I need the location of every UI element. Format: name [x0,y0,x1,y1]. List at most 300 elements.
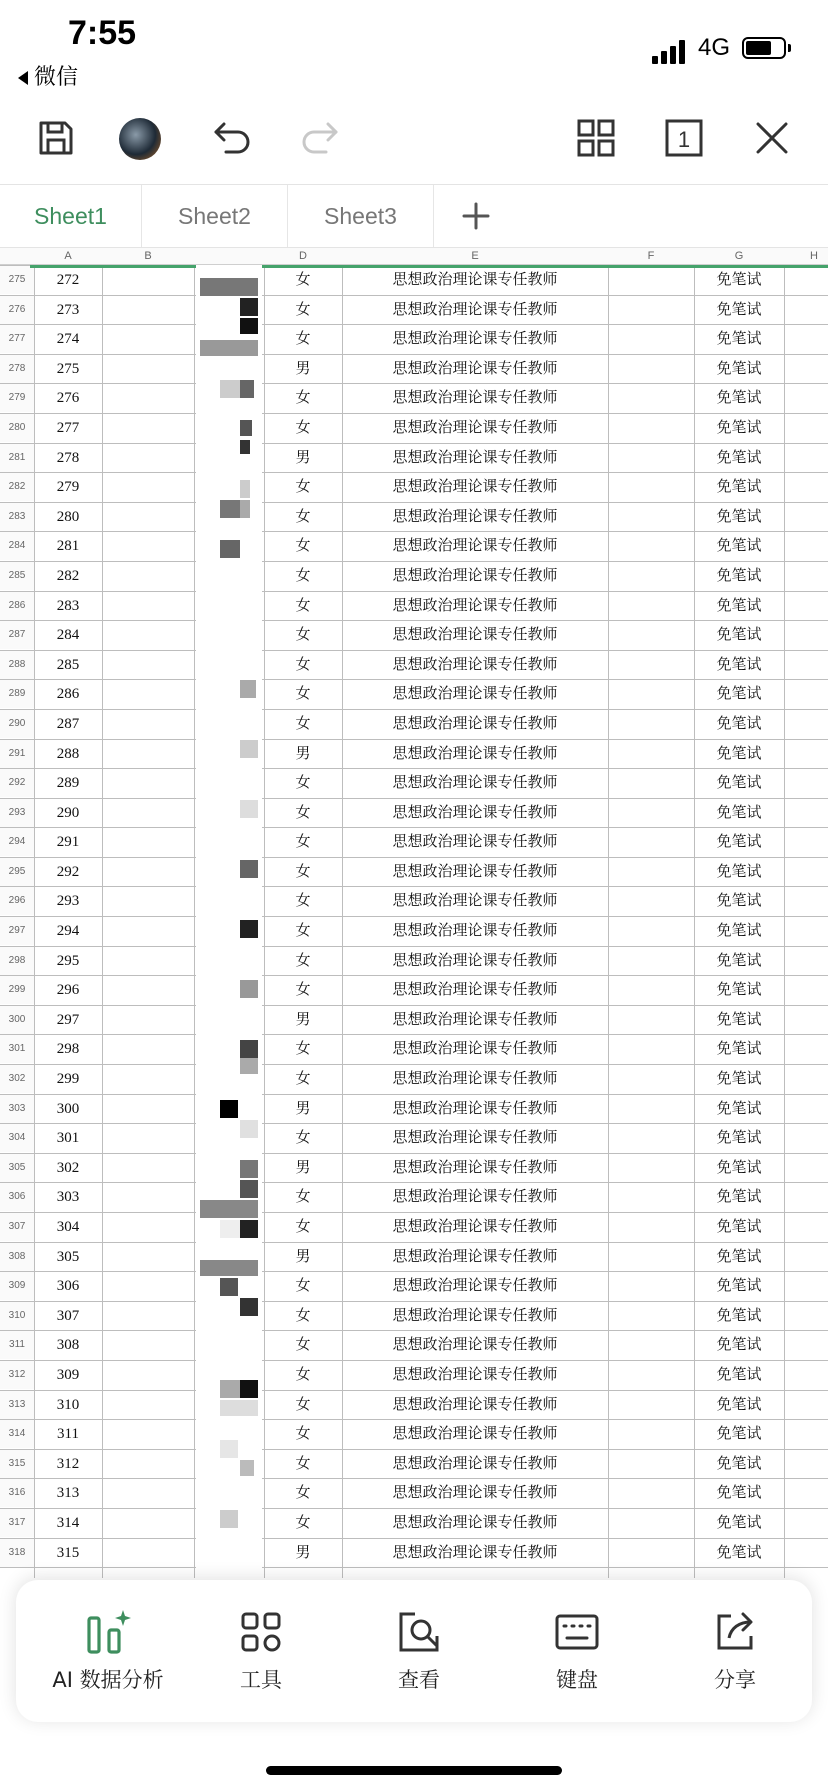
row-number[interactable]: 276 [0,296,34,324]
cell-position[interactable]: 思想政治理论课专任教师 [392,449,558,466]
table-row[interactable] [0,1539,828,1569]
signal-icon [652,38,688,64]
cell-exam-status[interactable]: 免笔试 [716,272,762,288]
cell-id[interactable]: 278 [56,449,80,466]
cell-exam-status[interactable]: 免笔试 [716,1426,762,1443]
cell-exam-status[interactable]: 免笔试 [716,1455,762,1472]
cell-position[interactable]: 思想政治理论课专任教师 [392,1189,558,1206]
row-number[interactable]: 315 [0,1450,34,1478]
cell-exam-status[interactable]: 免笔试 [716,982,762,999]
cell-gender[interactable]: 男 [295,1100,311,1117]
cell-id[interactable]: 284 [56,627,80,644]
table-row[interactable] [0,1272,828,1302]
cell-gender[interactable]: 女 [295,419,311,436]
cell-gender[interactable]: 女 [295,508,311,525]
column-header-b[interactable]: B [144,250,152,262]
cell-exam-status[interactable]: 免笔试 [716,1514,762,1531]
cell-id[interactable]: 291 [56,834,80,851]
table-row[interactable] [0,1183,828,1213]
row-number[interactable]: 304 [0,1124,34,1152]
share-button[interactable] [670,1608,800,1704]
row-number[interactable]: 289 [0,680,34,708]
clock: 7:55 [68,14,137,52]
cell-gender[interactable]: 女 [295,1485,311,1502]
table-row[interactable] [0,917,828,947]
row-number[interactable]: 310 [0,1302,34,1330]
cell-exam-status[interactable]: 免笔试 [716,1130,762,1147]
cell-id[interactable]: 313 [56,1485,80,1502]
cell-id[interactable]: 296 [56,982,80,999]
cell-gender[interactable]: 女 [295,1219,311,1235]
cell-exam-status[interactable]: 免笔试 [716,804,762,821]
cell-gender[interactable]: 女 [295,923,311,940]
cell-id[interactable]: 312 [56,1455,80,1472]
table-row[interactable] [0,296,828,326]
cell-gender[interactable]: 女 [295,952,311,969]
cell-gender[interactable]: 男 [295,1011,311,1028]
cell-position[interactable]: 思想政治理论课专任教师 [392,508,558,525]
cell-id[interactable]: 290 [56,804,80,821]
table-row[interactable] [0,444,828,474]
cell-id[interactable]: 302 [56,1159,80,1176]
cell-gender[interactable]: 男 [295,1544,311,1561]
cell-exam-status[interactable]: 免笔试 [716,656,762,673]
cell-id[interactable]: 272 [56,272,80,288]
table-row[interactable] [0,1095,828,1125]
table-row[interactable] [0,473,828,503]
cell-gender[interactable]: 女 [295,1426,311,1443]
cell-position[interactable]: 思想政治理论课专任教师 [392,1514,558,1531]
table-row[interactable] [0,325,828,355]
table-row[interactable] [0,828,828,858]
table-row[interactable] [0,769,828,799]
cell-exam-status[interactable]: 免笔试 [716,1248,762,1265]
cell-exam-status[interactable]: 免笔试 [716,834,762,851]
cell-gender[interactable]: 男 [295,1159,311,1176]
row-number[interactable]: 300 [0,1006,34,1034]
cell-gender[interactable]: 女 [295,479,311,496]
cell-exam-status[interactable]: 免笔试 [716,479,762,496]
row-number[interactable]: 313 [0,1391,34,1419]
cell-gender[interactable]: 女 [295,834,311,851]
table-row[interactable] [0,1450,828,1480]
spreadsheet-grid[interactable] [0,248,828,1578]
cell-id[interactable]: 294 [56,923,80,940]
cell-id[interactable]: 285 [56,656,80,673]
cell-position[interactable]: 思想政治理论课专任教师 [392,1337,558,1354]
cell-position[interactable]: 思想政治理论课专任教师 [392,893,558,910]
row-number[interactable]: 301 [0,1035,34,1063]
cell-exam-status[interactable]: 免笔试 [716,863,762,880]
cell-exam-status[interactable]: 免笔试 [716,597,762,614]
cell-id[interactable]: 309 [56,1366,80,1383]
cell-id[interactable]: 305 [56,1248,80,1265]
cell-id[interactable]: 307 [56,1307,80,1324]
cell-exam-status[interactable]: 免笔试 [716,775,762,792]
cell-id[interactable]: 277 [56,419,80,436]
cell-exam-status[interactable]: 免笔试 [716,1544,762,1561]
cell-id[interactable]: 292 [56,863,80,880]
cell-exam-status[interactable]: 免笔试 [716,1278,762,1295]
redo-icon [298,118,342,158]
cell-gender[interactable]: 女 [295,1337,311,1354]
table-row[interactable] [0,1479,828,1509]
cell-position[interactable]: 思想政治理论课专任教师 [392,1278,558,1295]
column-header-d[interactable]: D [299,250,307,262]
cell-exam-status[interactable]: 免笔试 [716,686,762,703]
cell-id[interactable]: 315 [56,1544,80,1561]
row-number[interactable]: 294 [0,828,34,856]
cell-id[interactable]: 300 [56,1100,80,1117]
save-button[interactable] [28,110,84,166]
cell-position[interactable]: 思想政治理论课专任教师 [392,834,558,851]
cell-gender[interactable]: 女 [295,1278,311,1295]
row-number[interactable]: 279 [0,384,34,412]
back-to-wechat-link[interactable] [18,60,78,91]
column-header-g[interactable]: G [734,250,744,262]
row-number[interactable]: 282 [0,473,34,501]
cell-id[interactable]: 286 [56,686,80,703]
cell-position[interactable]: 思想政治理论课专任教师 [392,1455,558,1472]
view-button[interactable] [354,1608,484,1704]
table-row[interactable] [0,1331,828,1361]
row-number[interactable]: 290 [0,710,34,738]
row-number[interactable]: 299 [0,976,34,1004]
cell-position[interactable]: 思想政治理论课专任教师 [392,419,558,436]
table-row[interactable] [0,1035,828,1065]
cell-position[interactable]: 思想政治理论课专任教师 [392,390,558,407]
cell-gender[interactable]: 女 [295,597,311,614]
cell-gender[interactable]: 女 [295,1455,311,1472]
cell-position[interactable]: 思想政治理论课专任教师 [392,982,558,999]
cell-position[interactable]: 思想政治理论课专任教师 [392,567,558,584]
row-number[interactable]: 317 [0,1509,34,1537]
cell-exam-status[interactable]: 免笔试 [716,1219,762,1235]
row-number[interactable]: 305 [0,1154,34,1182]
cell-position[interactable]: 思想政治理论课专任教师 [392,775,558,792]
cell-id[interactable]: 297 [56,1011,80,1028]
cell-exam-status[interactable]: 免笔试 [716,360,762,377]
cell-gender[interactable]: 女 [295,686,311,703]
cell-position[interactable]: 思想政治理论课专任教师 [392,1307,558,1324]
cell-id[interactable]: 293 [56,893,80,910]
row-number[interactable]: 288 [0,651,34,679]
table-row[interactable] [0,1391,828,1421]
cell-exam-status[interactable]: 免笔试 [716,715,762,732]
cell-id[interactable]: 311 [57,1426,79,1443]
tools-button[interactable] [196,1608,326,1704]
table-row[interactable] [0,740,828,770]
row-number[interactable]: 308 [0,1243,34,1271]
cell-gender[interactable]: 女 [295,538,311,555]
column-header-a[interactable]: A [64,250,72,262]
cell-gender[interactable]: 男 [295,449,311,466]
column-header-f[interactable]: F [647,250,655,262]
row-number[interactable]: 275 [0,266,34,294]
undo-icon [210,118,254,158]
row-number[interactable]: 312 [0,1361,34,1389]
cell-exam-status[interactable]: 免笔试 [716,1100,762,1117]
row-number[interactable]: 302 [0,1065,34,1093]
cell-gender[interactable]: 女 [295,1071,311,1088]
cell-id[interactable]: 308 [56,1337,80,1354]
column-header-bar [0,248,828,265]
cell-position[interactable]: 思想政治理论课专任教师 [392,863,558,880]
grid-view-button[interactable] [568,110,624,166]
cell-position[interactable]: 思想政治理论课专任教师 [392,656,558,673]
cell-id[interactable]: 304 [56,1219,80,1235]
cell-exam-status[interactable]: 免笔试 [716,1396,762,1413]
add-sheet-button[interactable] [434,185,518,247]
cell-id[interactable]: 281 [56,538,80,555]
table-row[interactable] [0,651,828,681]
cell-position[interactable]: 思想政治理论课专任教师 [392,715,558,732]
row-number[interactable]: 303 [0,1095,34,1123]
cell-gender[interactable]: 女 [295,301,311,318]
table-row[interactable] [0,680,828,710]
cell-gender[interactable]: 男 [295,360,311,377]
cell-position[interactable]: 思想政治理论课专任教师 [392,923,558,940]
cell-gender[interactable]: 女 [295,1307,311,1324]
cell-id[interactable]: 276 [56,390,80,407]
keyboard-button[interactable] [512,1608,642,1704]
row-number[interactable]: 280 [0,414,34,442]
row-number[interactable]: 298 [0,947,34,975]
cell-id[interactable]: 280 [56,508,80,525]
cell-position[interactable]: 思想政治理论课专任教师 [392,804,558,821]
cell-exam-status[interactable]: 免笔试 [716,745,762,762]
redo-button[interactable] [292,110,348,166]
table-row[interactable] [0,1065,828,1095]
cell-id[interactable]: 295 [56,952,80,969]
cell-gender[interactable]: 女 [295,390,311,407]
tab-sheet3[interactable]: Sheet3 [288,185,434,247]
table-row[interactable] [0,355,828,385]
cell-position[interactable]: 思想政治理论课专任教师 [392,686,558,703]
table-row[interactable] [0,1243,828,1273]
cell-exam-status[interactable]: 免笔试 [716,1071,762,1088]
row-number[interactable]: 278 [0,355,34,383]
table-row[interactable] [0,1302,828,1332]
cell-position[interactable]: 思想政治理论课专任教师 [392,331,558,348]
cell-position[interactable]: 思想政治理论课专任教师 [392,952,558,969]
cell-gender[interactable]: 女 [295,627,311,644]
redacted-column [196,248,262,1578]
cell-exam-status[interactable]: 免笔试 [716,508,762,525]
row-number[interactable]: 295 [0,858,34,886]
cell-exam-status[interactable]: 免笔试 [716,1485,762,1502]
table-row[interactable] [0,1124,828,1154]
row-number[interactable]: 283 [0,503,34,531]
cell-id[interactable]: 310 [56,1396,80,1413]
cell-position[interactable]: 思想政治理论课专任教师 [392,1041,558,1058]
cell-position[interactable]: 思想政治理论课专任教师 [392,360,558,377]
cell-exam-status[interactable]: 免笔试 [716,893,762,910]
table-row[interactable] [0,947,828,977]
cell-id[interactable]: 283 [56,597,80,614]
cell-position[interactable]: 思想政治理论课专任教师 [392,1485,558,1502]
cell-gender[interactable]: 女 [295,893,311,910]
cell-id[interactable]: 298 [56,1041,80,1058]
cell-position[interactable]: 思想政治理论课专任教师 [392,1396,558,1413]
cell-id[interactable]: 287 [56,715,80,732]
cell-position[interactable]: 思想政治理论课专任教师 [392,479,558,496]
row-number[interactable]: 292 [0,769,34,797]
cell-id[interactable]: 303 [56,1189,80,1206]
cell-gender[interactable]: 女 [295,1189,311,1206]
close-button[interactable] [744,110,800,166]
cell-gender[interactable]: 女 [295,1041,311,1058]
table-row[interactable] [0,1361,828,1391]
cell-position[interactable]: 思想政治理论课专任教师 [392,272,558,288]
cell-gender[interactable]: 男 [295,745,311,762]
ai-analysis-button[interactable] [30,1608,186,1704]
table-row[interactable] [0,384,828,414]
row-number[interactable]: 306 [0,1183,34,1211]
cell-exam-status[interactable]: 免笔试 [716,538,762,555]
cell-position[interactable]: 思想政治理论课专任教师 [392,597,558,614]
avatar[interactable] [119,118,161,160]
cell-exam-status[interactable]: 免笔试 [716,1041,762,1058]
row-number[interactable]: 293 [0,799,34,827]
cell-exam-status[interactable]: 免笔试 [716,390,762,407]
table-row[interactable] [0,976,828,1006]
row-number[interactable]: 285 [0,562,34,590]
cell-position[interactable]: 思想政治理论课专任教师 [392,301,558,318]
table-row[interactable] [0,621,828,651]
row-number[interactable]: 307 [0,1213,34,1241]
cell-id[interactable]: 282 [56,567,80,584]
cell-position[interactable]: 思想政治理论课专任教师 [392,1130,558,1147]
table-row[interactable] [0,799,828,829]
cell-gender[interactable]: 男 [295,1248,311,1265]
table-row[interactable] [0,858,828,888]
cell-gender[interactable]: 女 [295,715,311,732]
table-row[interactable] [0,592,828,622]
cell-id[interactable]: 288 [56,745,80,762]
cell-exam-status[interactable]: 免笔试 [716,419,762,436]
cell-id[interactable]: 279 [56,479,80,496]
grid-line [102,248,103,1578]
cell-position[interactable]: 思想政治理论课专任教师 [392,1544,558,1561]
cell-position[interactable]: 思想政治理论课专任教师 [392,1159,558,1176]
row-number[interactable]: 277 [0,325,34,353]
cell-gender[interactable]: 女 [295,775,311,792]
table-row[interactable] [0,1509,828,1539]
cell-gender[interactable]: 女 [295,804,311,821]
cell-exam-status[interactable]: 免笔试 [716,449,762,466]
cell-gender[interactable]: 女 [295,1514,311,1531]
table-row[interactable] [0,266,828,296]
cell-id[interactable]: 275 [56,360,80,377]
table-row[interactable] [0,503,828,533]
cell-gender[interactable]: 女 [295,1396,311,1413]
column-header-e[interactable]: E [471,250,479,262]
cell-gender[interactable]: 女 [295,656,311,673]
cell-exam-status[interactable]: 免笔试 [716,567,762,584]
row-number[interactable]: 297 [0,917,34,945]
row-number[interactable]: 286 [0,592,34,620]
cell-gender[interactable]: 女 [295,1130,311,1147]
cell-exam-status[interactable]: 免笔试 [716,1337,762,1354]
page-count-text: 1 [677,127,691,152]
row-number[interactable]: 309 [0,1272,34,1300]
cell-id[interactable]: 274 [56,331,80,348]
cell-id[interactable]: 301 [56,1130,80,1147]
row-number[interactable]: 316 [0,1479,34,1507]
cell-gender[interactable]: 女 [295,331,311,348]
row-number[interactable]: 318 [0,1539,34,1567]
cell-gender[interactable]: 女 [295,863,311,880]
cell-id[interactable]: 299 [56,1071,80,1088]
cell-position[interactable]: 思想政治理论课专任教师 [392,627,558,644]
cell-position[interactable]: 思想政治理论课专任教师 [392,1071,558,1088]
cell-position[interactable]: 思想政治理论课专任教师 [392,745,558,762]
table-row[interactable] [0,710,828,740]
cell-position[interactable]: 思想政治理论课专任教师 [392,538,558,555]
cell-exam-status[interactable]: 免笔试 [716,1011,762,1028]
tab-sheet2[interactable]: Sheet2 [142,185,288,247]
table-row[interactable] [0,1006,828,1036]
cell-gender[interactable]: 女 [295,1366,311,1383]
cell-exam-status[interactable]: 免笔试 [716,1159,762,1176]
cell-position[interactable]: 思想政治理论课专任教师 [392,1248,558,1265]
cell-gender[interactable]: 女 [295,272,311,288]
cell-id[interactable]: 306 [56,1278,80,1295]
cell-position[interactable]: 思想政治理论课专任教师 [392,1366,558,1383]
cell-exam-status[interactable]: 免笔试 [716,1189,762,1206]
table-row[interactable] [0,532,828,562]
undo-button[interactable] [204,110,260,166]
cell-exam-status[interactable]: 免笔试 [716,627,762,644]
cell-position[interactable]: 思想政治理论课专任教师 [392,1100,558,1117]
grid-line [34,248,35,1578]
cell-id[interactable]: 314 [56,1514,80,1531]
row-number[interactable]: 311 [0,1331,34,1359]
cell-exam-status[interactable]: 免笔试 [716,952,762,969]
cell-position[interactable]: 思想政治理论课专任教师 [392,1426,558,1443]
cell-gender[interactable]: 女 [295,567,311,584]
page-count-button[interactable] [656,110,712,166]
cell-position[interactable]: 思想政治理论课专任教师 [392,1219,558,1235]
cell-exam-status[interactable]: 免笔试 [716,1307,762,1324]
table-row[interactable] [0,887,828,917]
table-row[interactable] [0,1420,828,1450]
cell-exam-status[interactable]: 免笔试 [716,331,762,348]
table-row[interactable] [0,414,828,444]
table-row[interactable] [0,1154,828,1184]
row-number[interactable]: 284 [0,532,34,560]
row-number[interactable]: 281 [0,444,34,472]
cell-id[interactable]: 273 [56,301,80,318]
cell-position[interactable]: 思想政治理论课专任教师 [392,1011,558,1028]
table-row[interactable] [0,1213,828,1243]
cell-exam-status[interactable]: 免笔试 [716,301,762,318]
view-label: 查看 [398,1668,440,1692]
cell-exam-status[interactable]: 免笔试 [716,1366,762,1383]
row-number[interactable]: 291 [0,740,34,768]
row-number[interactable]: 287 [0,621,34,649]
column-header-h[interactable]: H [810,250,818,262]
tools-icon [239,1610,283,1654]
row-number[interactable]: 314 [0,1420,34,1448]
cell-gender[interactable]: 女 [295,982,311,999]
tab-sheet1[interactable]: Sheet1 [0,185,142,247]
row-number[interactable]: 296 [0,887,34,915]
table-row[interactable] [0,562,828,592]
cell-exam-status[interactable]: 免笔试 [716,923,762,940]
cell-id[interactable]: 289 [56,775,80,792]
